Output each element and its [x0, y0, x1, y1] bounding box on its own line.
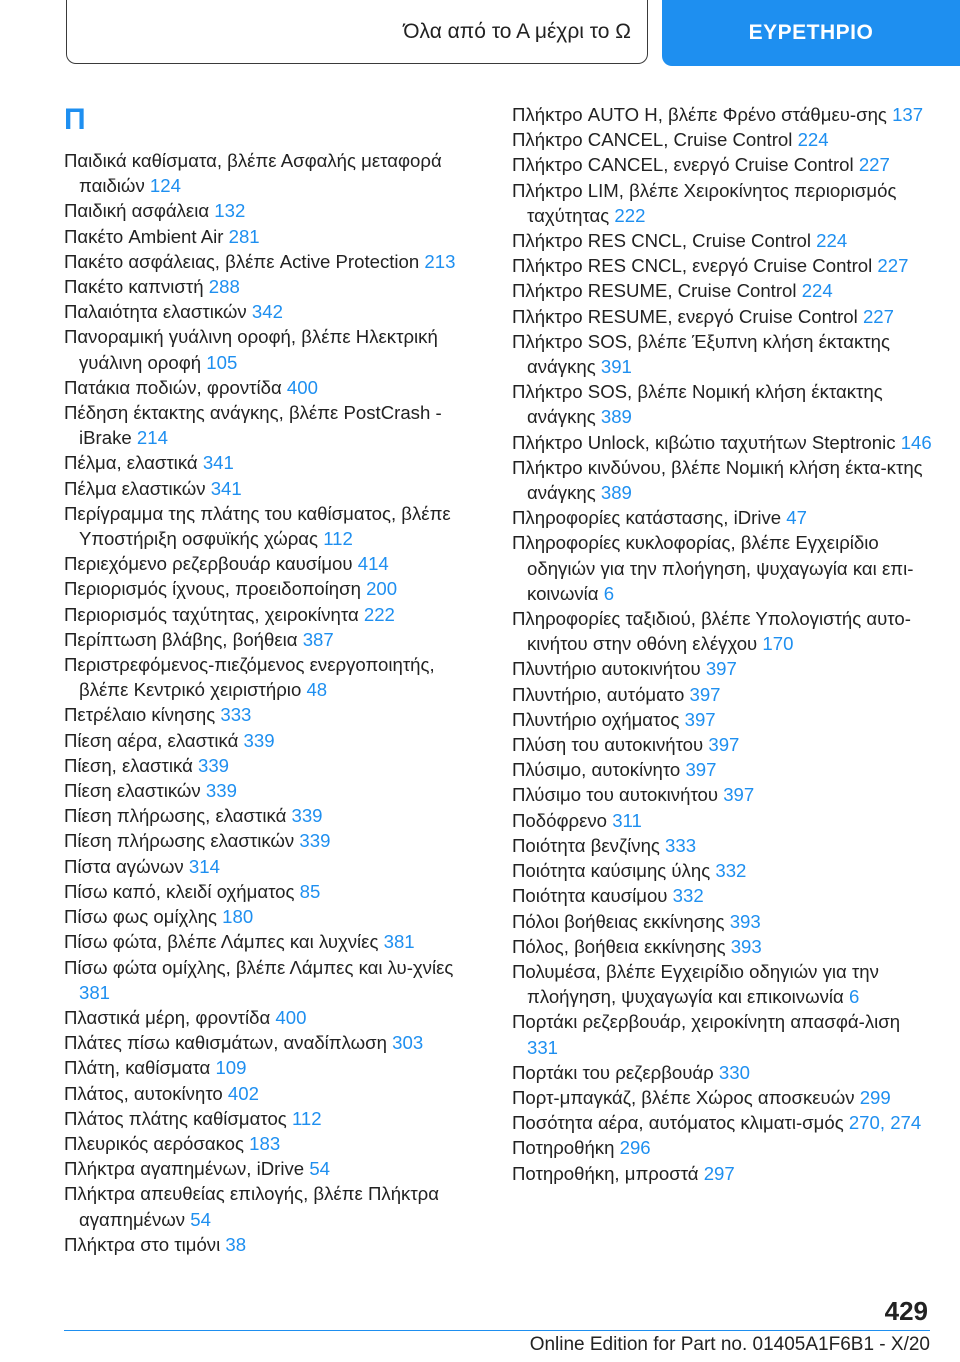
index-entry [64, 476, 484, 501]
index-entry [64, 324, 484, 374]
index-entry [512, 278, 932, 303]
index-entry-page-link[interactable]: 339 [198, 754, 230, 776]
index-entry-page-link[interactable]: 54 [309, 1158, 330, 1180]
index-entry-page-link[interactable]: 400 [275, 1006, 307, 1028]
index-entry [512, 808, 932, 833]
index-entry-text: Πίεση, ελαστικά [64, 754, 193, 776]
index-entry-text: Πλύσιμο του αυτοκινήτου [512, 784, 719, 806]
index-entry-page-link[interactable]: 332 [715, 860, 747, 882]
index-entry [512, 1085, 932, 1110]
index-entry-text: Πίστα αγώνων [64, 855, 184, 877]
index-entry [64, 652, 484, 702]
index-entry [64, 249, 484, 274]
index-entry-text: Πλήκτρα αγαπημένων, iDrive [64, 1158, 305, 1180]
index-entry-page-link[interactable]: 389 [600, 406, 632, 428]
index-entry-text: Περιεχόμενο ρεζερβουάρ καυσίμου [64, 553, 353, 575]
index-entry-page-link[interactable]: 339 [205, 780, 237, 802]
index-entry-page-link[interactable]: 213 [424, 250, 456, 272]
index-entry-text: Περιορισμός ίχνους, προειδοποίηση [64, 578, 361, 600]
index-entry [64, 854, 484, 879]
index-entry-page-link[interactable]: 397 [685, 759, 717, 781]
index-entry-text: Πληροφορίες κατάστασης, iDrive [512, 507, 782, 529]
index-entry-text: Πλήκτρο RESUME, ενεργό Cruise Control [512, 305, 858, 327]
index-entry [64, 274, 484, 299]
index-entry-page-link[interactable]: 342 [251, 301, 283, 323]
index-entry-page-link[interactable]: 339 [299, 830, 331, 852]
index-entry-page-link[interactable]: 180 [222, 906, 254, 928]
index-entry-text: Πλήκτρο LIM, βλέπε Χειροκίνητος περιορισμός ταχύτητας [512, 179, 897, 226]
index-entry [64, 929, 484, 954]
index-entry-text: Περιστρεφόμενος-πιεζόμενος ενεργοποιητής, βλέπε Κεντρικό χειριστήριο [64, 654, 435, 701]
index-entry [512, 178, 932, 228]
index-entry [512, 934, 932, 959]
index-entry [64, 702, 484, 727]
index-entry [64, 778, 484, 803]
index-entry [64, 904, 484, 929]
index-entry-page-link[interactable]: 333 [665, 834, 697, 856]
index-entry-text: Περιορισμός ταχύτητας, χειροκίνητα [64, 603, 359, 625]
index-entry-text: Ποσότητα αέρα, αυτόματος κλιματι-σμός [512, 1112, 844, 1134]
index-entry-page-link[interactable]: 397 [689, 683, 721, 705]
index-entry [64, 299, 484, 324]
index-entry-text: Πίσω φως ομίχλης [64, 906, 217, 928]
index-entry-text: Πέλμα, ελαστικά [64, 452, 198, 474]
index-entry-text: Πόλος, βοήθεια εκκίνησης [512, 935, 726, 957]
index-entry-page-link[interactable]: 112 [323, 528, 353, 550]
index-entry-page-link[interactable]: 137 [892, 104, 924, 125]
index-entry-text: Πλευρικός αερόσακος [64, 1132, 244, 1154]
index-entry [64, 803, 484, 828]
index-entry [64, 1030, 484, 1055]
index-entry [512, 858, 932, 883]
index-entry-page-link[interactable]: 227 [862, 305, 894, 327]
index-entry-page-link[interactable]: 132 [214, 200, 246, 222]
footer-edition-text: Online Edition for Part no. 01405A1F6B1 - X/20 [529, 1334, 930, 1355]
index-entry [512, 757, 932, 782]
index-entry-page-link[interactable]: 391 [600, 356, 632, 378]
index-entry-page-link[interactable]: 381 [79, 981, 111, 1003]
index-entry-page-link[interactable]: 397 [684, 708, 716, 730]
index-entry [64, 1232, 484, 1257]
index-entry-page-link[interactable]: 339 [291, 805, 323, 827]
index-entry-text: Πλάτος, αυτοκίνητο [64, 1082, 223, 1104]
index-entry-page-link[interactable]: 105 [206, 351, 238, 373]
index-entry-page-link[interactable]: 341 [202, 452, 234, 474]
breadcrumb-label: Όλα από το Α μέχρι το Ω [403, 19, 631, 43]
index-entry [64, 955, 484, 1005]
index-entry-text: Πίσω φώτα ομίχλης, βλέπε Λάμπες και λυ-χνίες [64, 956, 454, 978]
index-entry-text: Πλήκτρο SOS, βλέπε Έξυπνη κλήση έκτακτης ανάγκης [512, 330, 890, 378]
index-entry-text: Πλυντήριο, αυτόματο [512, 683, 685, 705]
index-entry-text: Παλαιότητα ελαστικών [64, 301, 247, 323]
index-entry [64, 627, 484, 652]
index-entry [512, 253, 932, 278]
index-entry-text: Ποδόφρενο [512, 809, 608, 831]
index-entry-text: Πληροφορίες κυκλοφορίας, βλέπε Εγχειρίδιο οδηγιών για την πλοήγηση, ψυχαγωγία και επι-κοινωνία [512, 532, 914, 604]
index-entry-page-link[interactable]: 381 [383, 931, 415, 953]
index-entry-text: Πλάτες πίσω καθισμάτων, αναδίπλωση [64, 1032, 387, 1054]
index-list-right [512, 102, 932, 1186]
index-column-left [64, 100, 484, 1257]
index-entry-page-link[interactable]: 387 [302, 628, 334, 650]
index-entry [512, 530, 932, 606]
index-entry-text: Πίεση πλήρωσης, ελαστικά [64, 805, 287, 827]
index-entry-text: Πίσω φώτα, βλέπε Λάμπες και λυχνίες [64, 931, 379, 953]
index-entry-text: Πατάκια ποδιών, φροντίδα [64, 376, 282, 398]
index-entry-text: Πλήκτρο Unlock, κιβώτιο ταχυτήτων Steptronic [512, 431, 896, 453]
index-entry-page-link[interactable]: 38 [225, 1233, 247, 1255]
index-entry-page-link[interactable]: 170 [762, 633, 794, 655]
footer-divider [64, 1330, 930, 1331]
index-entry [512, 455, 932, 505]
index-entry-page-link[interactable]: 393 [729, 910, 761, 932]
index-entry-page-link[interactable]: 222 [614, 204, 646, 226]
index-entry-text: Πλύση του αυτοκινήτου [512, 734, 704, 756]
index-entry-text: Πλήκτρο CANCEL, Cruise Control [512, 129, 793, 151]
index-entry-text: Πλύσιμο, αυτοκίνητο [512, 759, 681, 781]
index-entry [512, 732, 932, 757]
index-entry [64, 1106, 484, 1131]
index-entry-text: Πλυντήριο αυτοκινήτου [512, 658, 701, 680]
index-entry-text: Ποιότητα καυσίμου [512, 885, 668, 907]
index-entry-page-link[interactable]: 224 [797, 129, 829, 151]
index-entry [512, 883, 932, 908]
index-entry [64, 400, 484, 450]
index-entry-text: Πόλοι βοήθειας εκκίνησης [512, 910, 725, 932]
index-entry-page-link[interactable]: 414 [357, 553, 389, 575]
index-entry-page-link[interactable]: 109 [215, 1057, 247, 1079]
index-entry-page-link[interactable]: 183 [249, 1132, 281, 1154]
index-entry-page-link[interactable]: 47 [786, 507, 807, 529]
index-entry [512, 1060, 932, 1085]
index-entry-page-link[interactable]: 339 [243, 729, 275, 751]
index-letter-heading: Π [64, 103, 86, 136]
index-entry-page-link[interactable]: 299 [859, 1086, 891, 1108]
index-entry-page-link[interactable]: 227 [858, 154, 890, 176]
index-entry [512, 304, 932, 329]
section-tab-index[interactable] [662, 0, 960, 66]
index-entry-page-link[interactable]: 402 [227, 1082, 259, 1104]
index-entry [512, 228, 932, 253]
section-label: ΕΥΡΕΤΗΡΙΟ [748, 21, 874, 44]
index-entry-text: Πίεση ελαστικών [64, 780, 201, 802]
index-entry-text: Πλήκτρα στο τιμόνι [64, 1233, 221, 1255]
index-entry [512, 909, 932, 934]
index-entry-page-link[interactable]: 333 [220, 704, 252, 726]
index-entry-page-link[interactable]: 112 [291, 1107, 322, 1129]
index-entry-text: Πλήκτρο RES CNCL, Cruise Control [512, 230, 811, 252]
index-entry [512, 329, 932, 379]
index-entry [512, 430, 932, 455]
index-entry-page-link[interactable]: 296 [619, 1137, 651, 1159]
index-entry [512, 1009, 932, 1059]
index-entry-page-link[interactable]: 330 [718, 1061, 750, 1083]
index-entry [512, 1110, 932, 1135]
index-entry [64, 879, 484, 904]
index-entry [64, 1131, 484, 1156]
index-entry [64, 1156, 484, 1181]
index-entry-text: Πλήκτρο RESUME, Cruise Control [512, 280, 797, 302]
index-entry-text: Πετρέλαιο κίνησης [64, 704, 216, 726]
index-entry-page-link[interactable]: 303 [392, 1032, 424, 1054]
index-entry [64, 1005, 484, 1030]
index-entry [512, 682, 932, 707]
index-entry-page-link[interactable]: 341 [210, 477, 242, 499]
index-entry [64, 1055, 484, 1080]
index-entry-text: Πλαστικά μέρη, φροντίδα [64, 1006, 271, 1028]
index-entry-text: Περίπτωση βλάβης, βοήθεια [64, 628, 298, 650]
index-entry-page-link[interactable]: 297 [703, 1162, 735, 1184]
index-entry-text: Πλήκτρα απευθείας επιλογής, βλέπε Πλήκτρα αγαπημένων [64, 1183, 440, 1230]
index-entry-page-link[interactable]: 270, 274 [848, 1112, 922, 1134]
index-entry-text: Πέλμα ελαστικών [64, 477, 206, 499]
index-entry-page-link[interactable]: 224 [816, 230, 848, 252]
index-entry-text: Πέδηση έκτακτης ανάγκης, βλέπε PostCrash - iBrake [64, 402, 442, 449]
index-entry-text: Πορτ-μπαγκάζ, βλέπε Χώρος αποσκευών [512, 1086, 855, 1108]
index-entry [512, 1135, 932, 1160]
page-header [0, 0, 960, 66]
index-entry-page-link[interactable]: 48 [306, 679, 328, 701]
index-entry [512, 959, 932, 1009]
index-entry [64, 224, 484, 249]
index-entry-page-link[interactable]: 389 [600, 482, 632, 504]
index-entry [512, 152, 932, 177]
index-entry-page-link[interactable]: 397 [708, 734, 740, 756]
index-entry-page-link[interactable]: 288 [208, 276, 240, 298]
index-entry-text: Πλήκτρο RES CNCL, ενεργό Cruise Control [512, 255, 873, 277]
index-entry-text: Πακέτο καπνιστή [64, 276, 204, 298]
index-entry [512, 782, 932, 807]
index-entry-page-link[interactable]: 6 [603, 582, 615, 604]
index-entry-page-link[interactable]: 222 [363, 603, 395, 625]
index-entry [512, 707, 932, 732]
index-entry-text: Πίσω καπό, κλειδί οχήματος [64, 880, 295, 902]
index-entry-text: Πακέτο ασφάλειας, βλέπε Active Protection [64, 250, 420, 272]
index-entry-text: Πίεση πλήρωσης ελαστικών [64, 830, 295, 852]
breadcrumb-tab[interactable] [66, 0, 648, 64]
index-entry [64, 551, 484, 576]
index-entry [64, 198, 484, 223]
index-entry-text: Πλήκτρο CANCEL, ενεργό Cruise Control [512, 154, 854, 176]
index-list-left [64, 148, 484, 1257]
index-entry-page-link[interactable]: 331 [527, 1036, 559, 1058]
index-entry-page-link[interactable]: 124 [149, 175, 181, 197]
index-entry-text: Πακέτο Ambient Air [64, 225, 224, 247]
index-entry-page-link[interactable]: 281 [228, 225, 260, 247]
index-entry [512, 833, 932, 858]
index-entry-page-link[interactable]: 332 [672, 885, 704, 907]
index-entry-page-link[interactable]: 311 [612, 809, 642, 831]
index-entry-text: Πλάτος πλάτης καθίσματος [64, 1107, 287, 1129]
index-entry-text: Πλάτη, καθίσματα [64, 1057, 211, 1079]
index-entry-text: Ποτηροθήκη [512, 1137, 615, 1159]
index-entry-text: Περίγραμμα της πλάτης του καθίσματος, βλέπε Υποστήριξη οσφυϊκής χώρας [64, 502, 451, 550]
index-entry-page-link[interactable]: 227 [877, 255, 909, 277]
index-column-right [512, 102, 932, 1186]
index-entry-page-link[interactable]: 397 [705, 658, 737, 680]
index-entry [512, 127, 932, 152]
index-entry-page-link[interactable]: 6 [848, 986, 860, 1008]
index-entry-page-link[interactable]: 85 [299, 880, 321, 902]
index-entry-text: Πορτάκι ρεζερβουάρ, χειροκίνητη απασφά-λιση [512, 1011, 901, 1033]
index-entry-page-link[interactable]: 314 [188, 855, 220, 877]
index-entry [512, 102, 932, 127]
index-entry-text: Ποιότητα καύσιμης ύλης [512, 860, 711, 882]
index-entry-page-link[interactable]: 397 [723, 784, 755, 806]
index-entry-text: Πολυμέσα, βλέπε Εγχειρίδιο οδηγιών για την πλοήγηση, ψυχαγωγία και επικοινωνία [512, 960, 879, 1008]
index-entry-text: Παιδική ασφάλεια [64, 200, 210, 222]
index-entry [64, 148, 484, 198]
index-entry [64, 375, 484, 400]
index-entry [64, 828, 484, 853]
index-entry-page-link[interactable]: 54 [190, 1208, 211, 1230]
index-entry [512, 656, 932, 681]
index-entry [64, 1181, 484, 1231]
index-entry [512, 379, 932, 429]
index-entry-text: Πλήκτρο κινδύνου, βλέπε Νομική κλήση έκτα-κτης ανάγκης [512, 456, 923, 504]
index-entry [512, 505, 932, 530]
index-entry [64, 501, 484, 551]
index-entry-page-link[interactable]: 400 [286, 376, 318, 398]
page-number: 429 [884, 1296, 928, 1326]
index-entry-page-link[interactable]: 224 [801, 280, 833, 302]
index-entry [64, 602, 484, 627]
index-entry-text: Ποτηροθήκη, μπροστά [512, 1162, 699, 1184]
index-entry-text: Ποιότητα βενζίνης [512, 834, 660, 856]
index-entry-text: Πλήκτρο SOS, βλέπε Νομική κλήση έκτακτης ανάγκης [512, 381, 883, 428]
index-entry-page-link[interactable]: 200 [366, 578, 398, 600]
index-entry-text: Πληροφορίες ταξιδιού, βλέπε Υπολογιστής αυτο-κινήτου στην οθόνη ελέγχου [512, 608, 911, 655]
index-entry-page-link[interactable]: 393 [730, 935, 762, 957]
index-entry [64, 1081, 484, 1106]
index-entry-text: Πορτάκι του ρεζερβουάρ [512, 1061, 714, 1083]
index-entry-text: Πλυντήριο οχήματος [512, 708, 680, 730]
index-entry-text: Πανοραμική γυάλινη οροφή, βλέπε Ηλεκτρική γυάλινη οροφή [64, 326, 438, 373]
index-entry-text: Πίεση αέρα, ελαστικά [64, 729, 239, 751]
index-entry [64, 450, 484, 475]
index-entry [64, 753, 484, 778]
index-entry-page-link[interactable]: 146 [900, 431, 932, 453]
index-entry [64, 576, 484, 601]
index-entry [512, 606, 932, 656]
index-entry [512, 1161, 932, 1186]
index-entry-page-link[interactable]: 214 [136, 427, 168, 449]
index-entry [64, 728, 484, 753]
index-entry-text: Παιδικά καθίσματα, βλέπε Ασφαλής μεταφορά παιδιών [64, 150, 442, 197]
index-entry-text: Πλήκτρο AUTO H, βλέπε Φρένο στάθμευ-σης [512, 104, 887, 125]
